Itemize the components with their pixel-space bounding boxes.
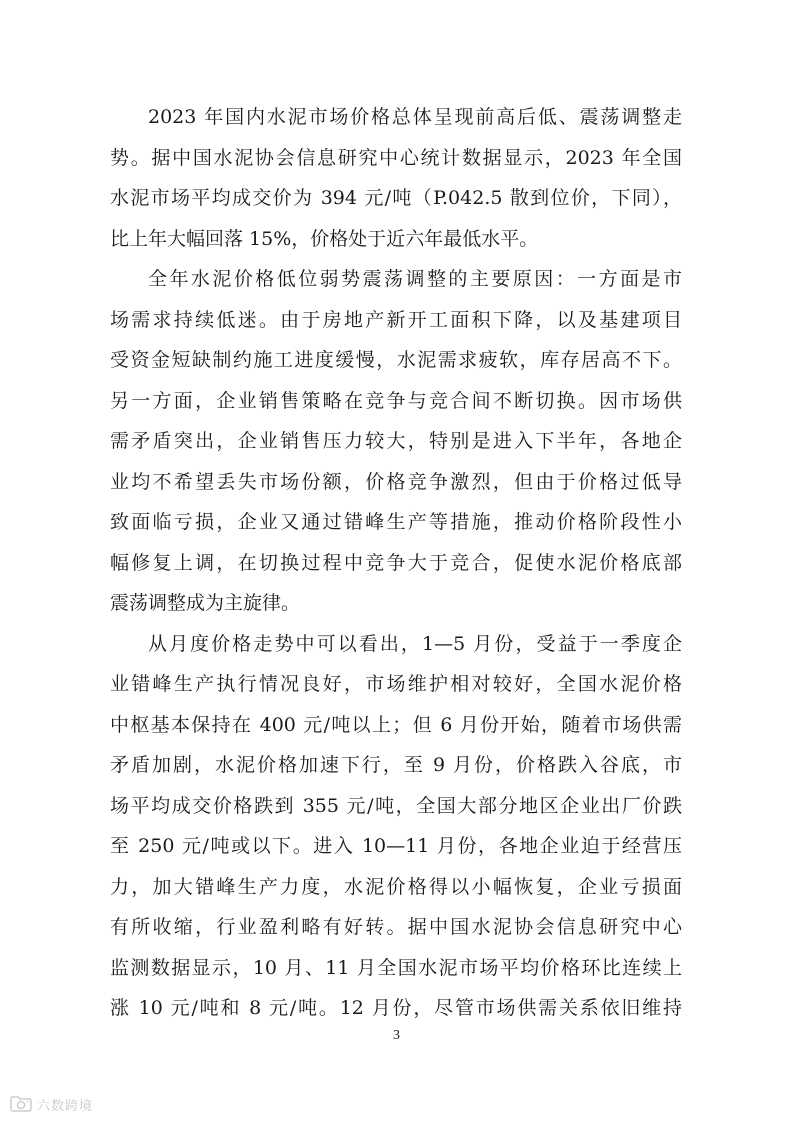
text-line: 势。据中国水泥协会信息研究中心统计数据显示，2023 年全国 [110,146,682,169]
text-line: 从月度价格走势中可以看出，1—5 月份，受益于一季度企 [148,632,682,655]
text-line: 另一方面，企业销售策略在竞争与竞合间不断切换。因市场供 [110,389,682,412]
text-line: 中枢基本保持在 400 元/吨以上；但 6 月份开始，随着市场供需 [110,713,682,736]
text-line: 受资金短缺制约施工进度缓慢，水泥需求疲软，库存居高不下。 [110,349,682,371]
watermark-text: 六数跨境 [37,1098,94,1114]
text-line: 业错峰生产执行情况良好，市场维护相对较好，全国水泥价格 [110,673,682,695]
text-line: 矛盾加剧，水泥价格加速下行，至 9 月份，价格跌入谷底，市 [110,754,682,776]
text-line: 场平均成交价格跌到 355 元/吨，全国大部分地区企业出厂价跌 [110,794,682,817]
text-line: 监测数据显示，10 月、11 月全国水泥市场平均价格环比连续上 [110,956,682,979]
text-line: 致面临亏损，企业又通过错峰生产等措施，推动价格阶段性小 [110,511,682,533]
text-line: 需矛盾突出，企业销售压力较大，特别是进入下半年，各地企 [110,430,682,452]
text-line: 力，加大错峰生产力度，水泥价格得以小幅恢复，企业亏损面 [110,875,682,898]
text-line: 业均不希望丢失市场份额，价格竞争激烈，但由于价格过低导 [110,470,682,493]
text-line: 场需求持续低迷。由于房地产新开工面积下降，以及基建项目 [110,308,682,331]
text-line: 有所收缩，行业盈利略有好转。据中国水泥协会信息研究中心 [110,916,682,938]
text-line: 2023 年国内水泥市场价格总体呈现前高后低、震荡调整走 [148,106,682,128]
body-text [110,97,682,1029]
text-line: 震荡调整成为主旋律。 [110,592,301,614]
text-line: 水泥市场平均成交价为 394 元/吨（P.042.5 散到位价，下同）， [110,187,682,209]
camera-logo-icon [8,1095,34,1113]
text-line: 至 250 元/吨或以下。进入 10—11 月份，各地企业迫于经营压 [110,835,682,857]
text-line: 幅修复上调，在切换过程中竞争大于竞合，促使水泥价格底部 [110,551,682,574]
text-line: 涨 10 元/吨和 8 元/吨。12 月份，尽管市场供需关系依旧维持 [110,997,682,1019]
watermark [8,1093,93,1115]
page-number: 3 [393,1028,400,1043]
text-line: 比上年大幅回落 15%，价格处于近六年最低水平。 [110,227,539,250]
text-line: 全年水泥价格低位弱势震荡调整的主要原因：一方面是市 [148,268,682,290]
